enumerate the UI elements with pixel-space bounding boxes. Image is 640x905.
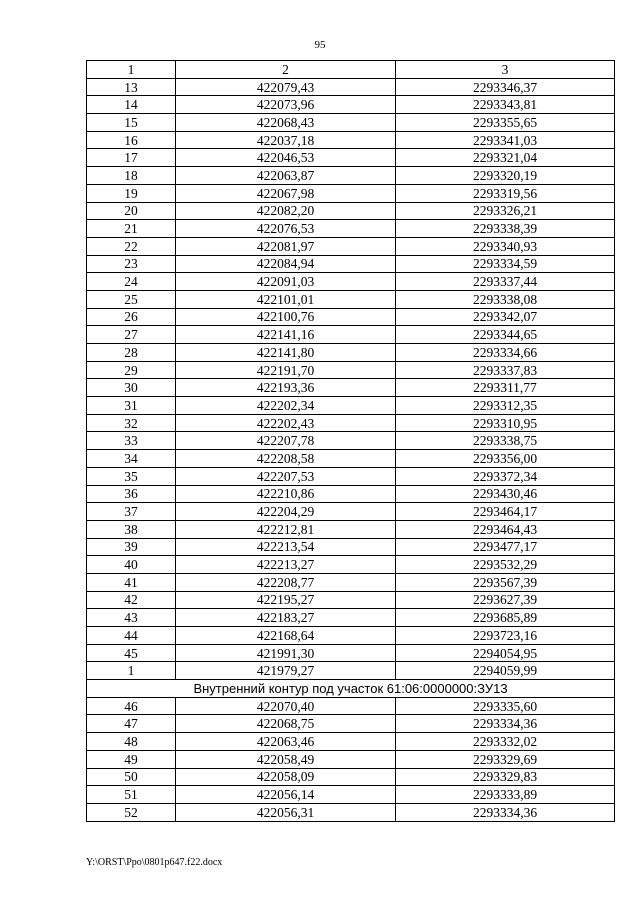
- point-number-cell: 36: [87, 485, 176, 503]
- x-coordinate-cell: 422193,36: [176, 379, 396, 397]
- y-coordinate-cell: 2293477,17: [396, 538, 615, 556]
- x-coordinate-cell: 422037,18: [176, 131, 396, 149]
- point-number-cell: 26: [87, 308, 176, 326]
- point-number-cell: 13: [87, 78, 176, 96]
- y-coordinate-cell: 2293464,43: [396, 520, 615, 538]
- y-coordinate-cell: 2293346,37: [396, 78, 615, 96]
- y-coordinate-cell: 2293321,04: [396, 149, 615, 167]
- y-coordinate-cell: 2293326,21: [396, 202, 615, 220]
- y-coordinate-cell: 2293311,77: [396, 379, 615, 397]
- x-coordinate-cell: 422056,14: [176, 786, 396, 804]
- y-coordinate-cell: 2293333,89: [396, 786, 615, 804]
- table-row: [87, 450, 615, 468]
- x-coordinate-cell: 422208,58: [176, 450, 396, 468]
- point-number-cell: 41: [87, 573, 176, 591]
- x-coordinate-cell: 422210,86: [176, 485, 396, 503]
- point-number-cell: 35: [87, 467, 176, 485]
- table-row: [87, 662, 615, 680]
- x-coordinate-cell: 422068,43: [176, 114, 396, 132]
- y-coordinate-cell: 2293344,65: [396, 326, 615, 344]
- y-coordinate-cell: 2293343,81: [396, 96, 615, 114]
- table-row: [87, 149, 615, 167]
- table-row: [87, 432, 615, 450]
- point-number-cell: 51: [87, 786, 176, 804]
- y-coordinate-cell: 2293355,65: [396, 114, 615, 132]
- point-number-cell: 16: [87, 131, 176, 149]
- table-row: [87, 326, 615, 344]
- table-row: [87, 237, 615, 255]
- point-number-cell: 23: [87, 255, 176, 273]
- coordinates-table: [86, 60, 615, 822]
- x-coordinate-cell: 422213,27: [176, 556, 396, 574]
- table-row: [87, 733, 615, 751]
- x-coordinate-cell: 422079,43: [176, 78, 396, 96]
- table-row: [87, 184, 615, 202]
- y-coordinate-cell: 2293334,36: [396, 715, 615, 733]
- section-row: [87, 680, 615, 698]
- y-coordinate-cell: 2293310,95: [396, 414, 615, 432]
- x-coordinate-cell: 422202,34: [176, 397, 396, 415]
- table-row: [87, 750, 615, 768]
- point-number-cell: 42: [87, 591, 176, 609]
- y-coordinate-cell: 2293430,46: [396, 485, 615, 503]
- x-coordinate-cell: 422208,77: [176, 573, 396, 591]
- table-row: [87, 768, 615, 786]
- table-row: [87, 308, 615, 326]
- y-coordinate-cell: 2293723,16: [396, 627, 615, 645]
- y-coordinate-cell: 2293567,39: [396, 573, 615, 591]
- x-coordinate-cell: 422207,53: [176, 467, 396, 485]
- point-number-cell: 48: [87, 733, 176, 751]
- table-row: [87, 609, 615, 627]
- table-row: [87, 255, 615, 273]
- point-number-cell: 45: [87, 644, 176, 662]
- y-coordinate-cell: 2293334,66: [396, 344, 615, 362]
- table-row: [87, 96, 615, 114]
- y-coordinate-cell: 2293319,56: [396, 184, 615, 202]
- table-row: [87, 503, 615, 521]
- y-coordinate-cell: 2293337,83: [396, 361, 615, 379]
- x-coordinate-cell: 422082,20: [176, 202, 396, 220]
- y-coordinate-cell: 2293329,83: [396, 768, 615, 786]
- point-number-cell: 17: [87, 149, 176, 167]
- y-coordinate-cell: 2293464,17: [396, 503, 615, 521]
- y-coordinate-cell: 2293320,19: [396, 167, 615, 185]
- table-row: [87, 591, 615, 609]
- column-header-point: 1: [87, 61, 176, 79]
- x-coordinate-cell: 422204,29: [176, 503, 396, 521]
- point-number-cell: 43: [87, 609, 176, 627]
- x-coordinate-cell: 422212,81: [176, 520, 396, 538]
- point-number-cell: 1: [87, 662, 176, 680]
- y-coordinate-cell: 2293329,69: [396, 750, 615, 768]
- x-coordinate-cell: 422207,78: [176, 432, 396, 450]
- table-row: [87, 573, 615, 591]
- x-coordinate-cell: 422101,01: [176, 290, 396, 308]
- x-coordinate-cell: 422046,53: [176, 149, 396, 167]
- x-coordinate-cell: 422191,70: [176, 361, 396, 379]
- table-row: [87, 220, 615, 238]
- point-number-cell: 28: [87, 344, 176, 362]
- y-coordinate-cell: 2293312,35: [396, 397, 615, 415]
- y-coordinate-cell: 2293372,34: [396, 467, 615, 485]
- point-number-cell: 24: [87, 273, 176, 291]
- table-row: [87, 803, 615, 821]
- y-coordinate-cell: 2293356,00: [396, 450, 615, 468]
- x-coordinate-cell: 422068,75: [176, 715, 396, 733]
- table-row: [87, 290, 615, 308]
- table-row: [87, 627, 615, 645]
- y-coordinate-cell: 2293685,89: [396, 609, 615, 627]
- x-coordinate-cell: 422084,94: [176, 255, 396, 273]
- table-row: [87, 786, 615, 804]
- x-coordinate-cell: 422183,27: [176, 609, 396, 627]
- point-number-cell: 31: [87, 397, 176, 415]
- point-number-cell: 44: [87, 627, 176, 645]
- table-row: [87, 485, 615, 503]
- table-row: [87, 715, 615, 733]
- footer-file-path: Y:\ORST\Ppo\0801p647.f22.docx: [86, 857, 223, 868]
- point-number-cell: 14: [87, 96, 176, 114]
- table-header-row: [87, 61, 615, 79]
- page-number: 95: [314, 39, 326, 51]
- point-number-cell: 39: [87, 538, 176, 556]
- point-number-cell: 27: [87, 326, 176, 344]
- y-coordinate-cell: 2293340,93: [396, 237, 615, 255]
- column-header-y: 3: [396, 61, 615, 79]
- table-row: [87, 131, 615, 149]
- y-coordinate-cell: 2293338,08: [396, 290, 615, 308]
- x-coordinate-cell: 422063,46: [176, 733, 396, 751]
- x-coordinate-cell: 422058,49: [176, 750, 396, 768]
- point-number-cell: 22: [87, 237, 176, 255]
- x-coordinate-cell: 422056,31: [176, 803, 396, 821]
- point-number-cell: 46: [87, 697, 176, 715]
- y-coordinate-cell: 2293334,59: [396, 255, 615, 273]
- point-number-cell: 21: [87, 220, 176, 238]
- y-coordinate-cell: 2293627,39: [396, 591, 615, 609]
- table-row: [87, 167, 615, 185]
- point-number-cell: 52: [87, 803, 176, 821]
- point-number-cell: 50: [87, 768, 176, 786]
- table-row: [87, 538, 615, 556]
- point-number-cell: 33: [87, 432, 176, 450]
- y-coordinate-cell: 2293337,44: [396, 273, 615, 291]
- y-coordinate-cell: 2293332,02: [396, 733, 615, 751]
- point-number-cell: 25: [87, 290, 176, 308]
- y-coordinate-cell: 2293335,60: [396, 697, 615, 715]
- x-coordinate-cell: 422202,43: [176, 414, 396, 432]
- table-row: [87, 78, 615, 96]
- table-row: [87, 379, 615, 397]
- point-number-cell: 37: [87, 503, 176, 521]
- y-coordinate-cell: 2293338,39: [396, 220, 615, 238]
- x-coordinate-cell: 421991,30: [176, 644, 396, 662]
- y-coordinate-cell: 2293342,07: [396, 308, 615, 326]
- point-number-cell: 18: [87, 167, 176, 185]
- x-coordinate-cell: 422100,76: [176, 308, 396, 326]
- x-coordinate-cell: 422091,03: [176, 273, 396, 291]
- table-row: [87, 273, 615, 291]
- table-row: [87, 344, 615, 362]
- table-row: [87, 467, 615, 485]
- x-coordinate-cell: 422213,54: [176, 538, 396, 556]
- table-row: [87, 644, 615, 662]
- point-number-cell: 19: [87, 184, 176, 202]
- point-number-cell: 34: [87, 450, 176, 468]
- table-row: [87, 697, 615, 715]
- x-coordinate-cell: 422063,87: [176, 167, 396, 185]
- x-coordinate-cell: 422070,40: [176, 697, 396, 715]
- x-coordinate-cell: 422067,98: [176, 184, 396, 202]
- column-header-x: 2: [176, 61, 396, 79]
- table-row: [87, 556, 615, 574]
- table-row: [87, 414, 615, 432]
- y-coordinate-cell: 2293341,03: [396, 131, 615, 149]
- y-coordinate-cell: 2293338,75: [396, 432, 615, 450]
- table-row: [87, 520, 615, 538]
- table-row: [87, 361, 615, 379]
- table-body-outer-contour: [87, 78, 615, 679]
- x-coordinate-cell: 422058,09: [176, 768, 396, 786]
- x-coordinate-cell: 422141,16: [176, 326, 396, 344]
- y-coordinate-cell: 2293334,36: [396, 803, 615, 821]
- table-row: [87, 202, 615, 220]
- point-number-cell: 20: [87, 202, 176, 220]
- y-coordinate-cell: 2294059,99: [396, 662, 615, 680]
- point-number-cell: 40: [87, 556, 176, 574]
- table-body-inner-contour: [87, 697, 615, 821]
- section-title: Внутренний контур под участок 61:06:0000000:ЗУ13: [87, 680, 615, 698]
- point-number-cell: 30: [87, 379, 176, 397]
- point-number-cell: 47: [87, 715, 176, 733]
- point-number-cell: 29: [87, 361, 176, 379]
- x-coordinate-cell: 422195,27: [176, 591, 396, 609]
- table-row: [87, 114, 615, 132]
- x-coordinate-cell: 422081,97: [176, 237, 396, 255]
- x-coordinate-cell: 422168,64: [176, 627, 396, 645]
- x-coordinate-cell: 421979,27: [176, 662, 396, 680]
- point-number-cell: 15: [87, 114, 176, 132]
- point-number-cell: 38: [87, 520, 176, 538]
- y-coordinate-cell: 2293532,29: [396, 556, 615, 574]
- point-number-cell: 32: [87, 414, 176, 432]
- point-number-cell: 49: [87, 750, 176, 768]
- table-row: [87, 397, 615, 415]
- x-coordinate-cell: 422076,53: [176, 220, 396, 238]
- x-coordinate-cell: 422073,96: [176, 96, 396, 114]
- y-coordinate-cell: 2294054,95: [396, 644, 615, 662]
- x-coordinate-cell: 422141,80: [176, 344, 396, 362]
